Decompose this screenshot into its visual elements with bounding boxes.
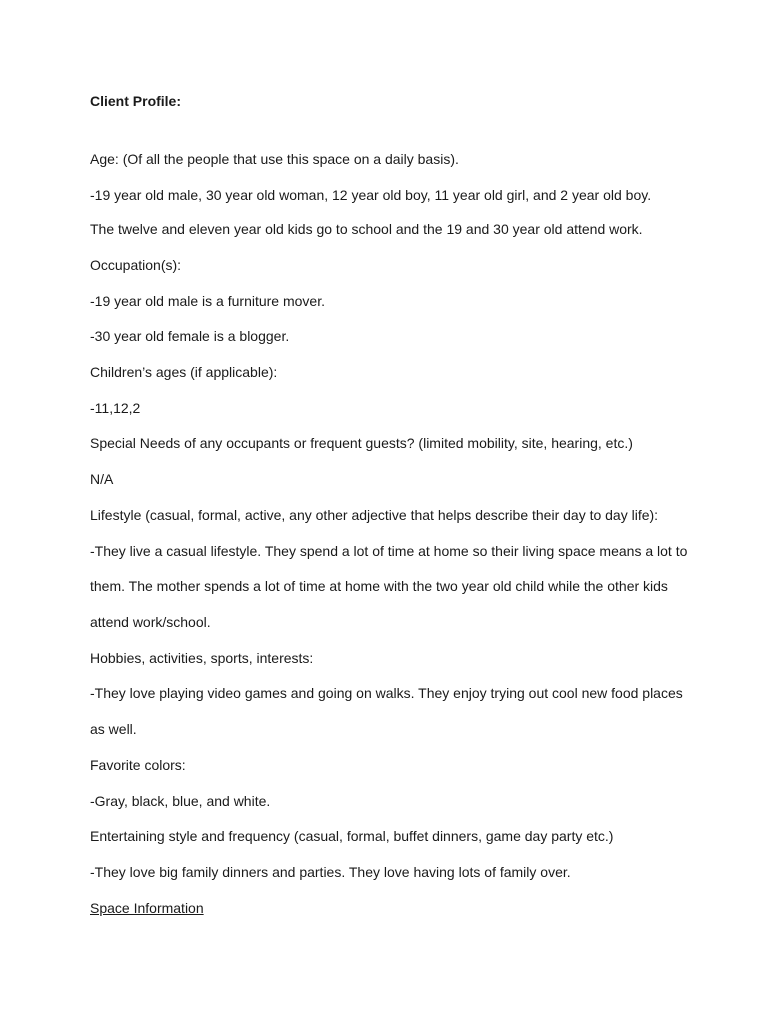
text-line: attend work/school. (90, 614, 211, 630)
text-line: Children’s ages (if applicable): (90, 364, 278, 380)
text-line: Lifestyle (casual, formal, active, any other adjective that helps describe their day to day life): (90, 507, 659, 523)
text-line: N/A (90, 471, 114, 487)
text-line: Favorite colors: (90, 757, 186, 773)
text-line: -19 year old male is a furniture mover. (90, 293, 325, 309)
text-line: Special Needs of any occupants or frequent guests? (limited mobility, site, hearing, etc.) (90, 435, 633, 451)
text-line: -19 year old male, 30 year old woman, 12 year old boy, 11 year old girl, and 2 year old boy. (90, 187, 652, 203)
text-line: -They love big family dinners and parties. They love having lots of family over. (90, 864, 571, 880)
document-title: Client Profile: (90, 93, 182, 109)
section-heading: Space Information (90, 900, 204, 916)
text-line: as well. (90, 721, 137, 737)
text-line: Hobbies, activities, sports, interests: (90, 650, 314, 666)
text-line: them. The mother spends a lot of time at home with the two year old child while the other kids (90, 578, 668, 594)
text-line: Occupation(s): (90, 257, 182, 273)
text-line: -Gray, black, blue, and white. (90, 793, 271, 809)
text-line: The twelve and eleven year old kids go to school and the 19 and 30 year old attend work. (90, 221, 643, 237)
text-line: Age: (Of all the people that use this space on a daily basis). (90, 151, 459, 167)
text-line: -They live a casual lifestyle. They spend a lot of time at home so their living space means a lot to (90, 543, 688, 559)
text-line: -30 year old female is a blogger. (90, 328, 290, 344)
text-line: Entertaining style and frequency (casual, formal, buffet dinners, game day party etc.) (90, 828, 614, 844)
text-line: -11,12,2 (90, 400, 141, 416)
text-line: -They love playing video games and going on walks. They enjoy trying out cool new food places (90, 685, 683, 701)
